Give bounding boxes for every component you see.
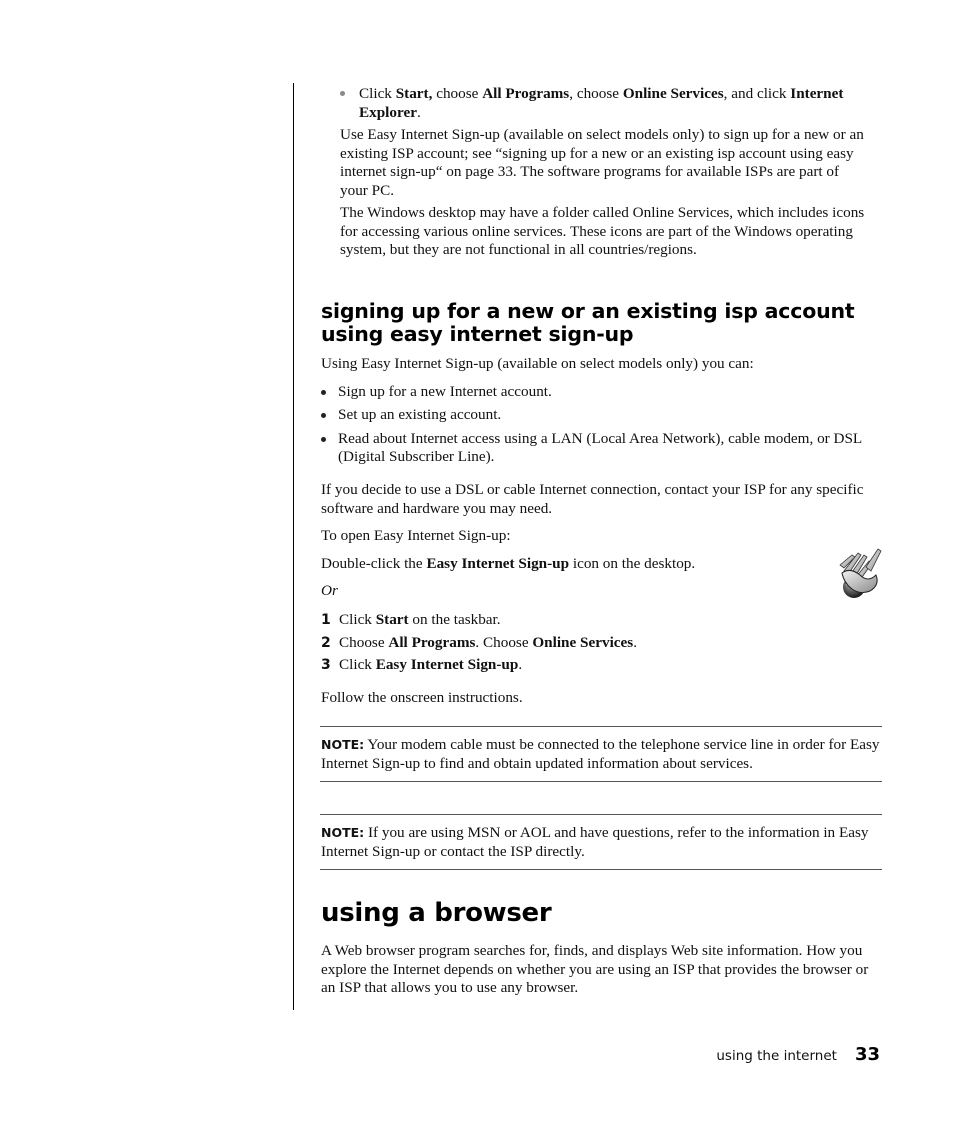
intro-paragraph-2: The Windows desktop may have a folder called Online Services, which includes icons for accessing various online services. These icons are part of the Windows operating system, but they are not functional in all countries/regions.: [340, 204, 865, 259]
section-lead: Using Easy Internet Sign-up (available on select models only) you can:: [321, 355, 754, 372]
dsl-paragraph: If you decide to use a DSL or cable Internet connection, contact your ISP for any specific software and hardware you may need.: [321, 480, 864, 517]
section-heading: signing up for a new or an existing isp account using easy internet sign-up: [321, 299, 855, 346]
list-item: Sign up for a new Internet account.: [321, 383, 881, 402]
step-item: 3 Click Easy Internet Sign-up.: [321, 656, 523, 674]
or-text: Or: [321, 582, 338, 600]
intro-paragraph-1: Use Easy Internet Sign-up (available on select models only) to sign up for a new or an existing ISP account; see “signing up for a new or an existing isp account using easy internet sign-up“ on page 33. The software programs for available ISPs are part of your PC.: [340, 126, 864, 199]
feature-list: [321, 383, 881, 467]
internet-explorer-instruction: Click Start, choose All Programs, choose Online Services, and click Internet Explorer.: [340, 85, 870, 122]
bullet-icon: [321, 437, 326, 442]
page-number: 33: [854, 1044, 880, 1065]
bullet-icon: [321, 413, 326, 418]
note-label: NOTE:: [321, 825, 365, 840]
list-item: Read about Internet access using a LAN (Local Area Network), cable modem, or DSL (Digital Subscriber Line).: [321, 430, 881, 467]
step-item: 2 Choose All Programs. Choose Online Services.: [321, 633, 637, 651]
open-paragraph: To open Easy Internet Sign-up:: [321, 527, 511, 545]
bullet-icon: [340, 91, 345, 96]
steps-list: [321, 611, 881, 675]
note-msn-aol: NOTE: If you are using MSN or AOL and have questions, refer to the information in Easy Internet Sign-up or contact the ISP directly.: [320, 814, 882, 870]
double-click-paragraph: Double-click the Easy Internet Sign-up icon on the desktop.: [321, 554, 696, 572]
bullet-icon: [321, 390, 326, 395]
follow-paragraph: Follow the onscreen instructions.: [321, 688, 523, 706]
browser-paragraph: A Web browser program searches for, finds, and displays Web site information. How you explore the Internet depends on whether you are using an ISP that provides the browser or an ISP that allows you to use any browser.: [321, 942, 869, 997]
footer-section-label: using the internet: [716, 1048, 837, 1064]
easy-internet-sign-up-hand-icon[interactable]: [834, 545, 882, 601]
step-item: 1 Click Start on the taskbar.: [321, 610, 501, 628]
list-item: Set up an existing account.: [321, 406, 881, 425]
section-easy-signup: [321, 300, 881, 707]
page-footer: [716, 1044, 880, 1065]
note-label: NOTE:: [321, 737, 365, 752]
note-modem: NOTE: Your modem cable must be connected to the telephone service line in order for Easy Internet Sign-up to find and obtain updated information about services.: [320, 726, 882, 782]
browser-heading: using a browser: [321, 898, 552, 928]
margin-rule: [293, 83, 294, 1010]
